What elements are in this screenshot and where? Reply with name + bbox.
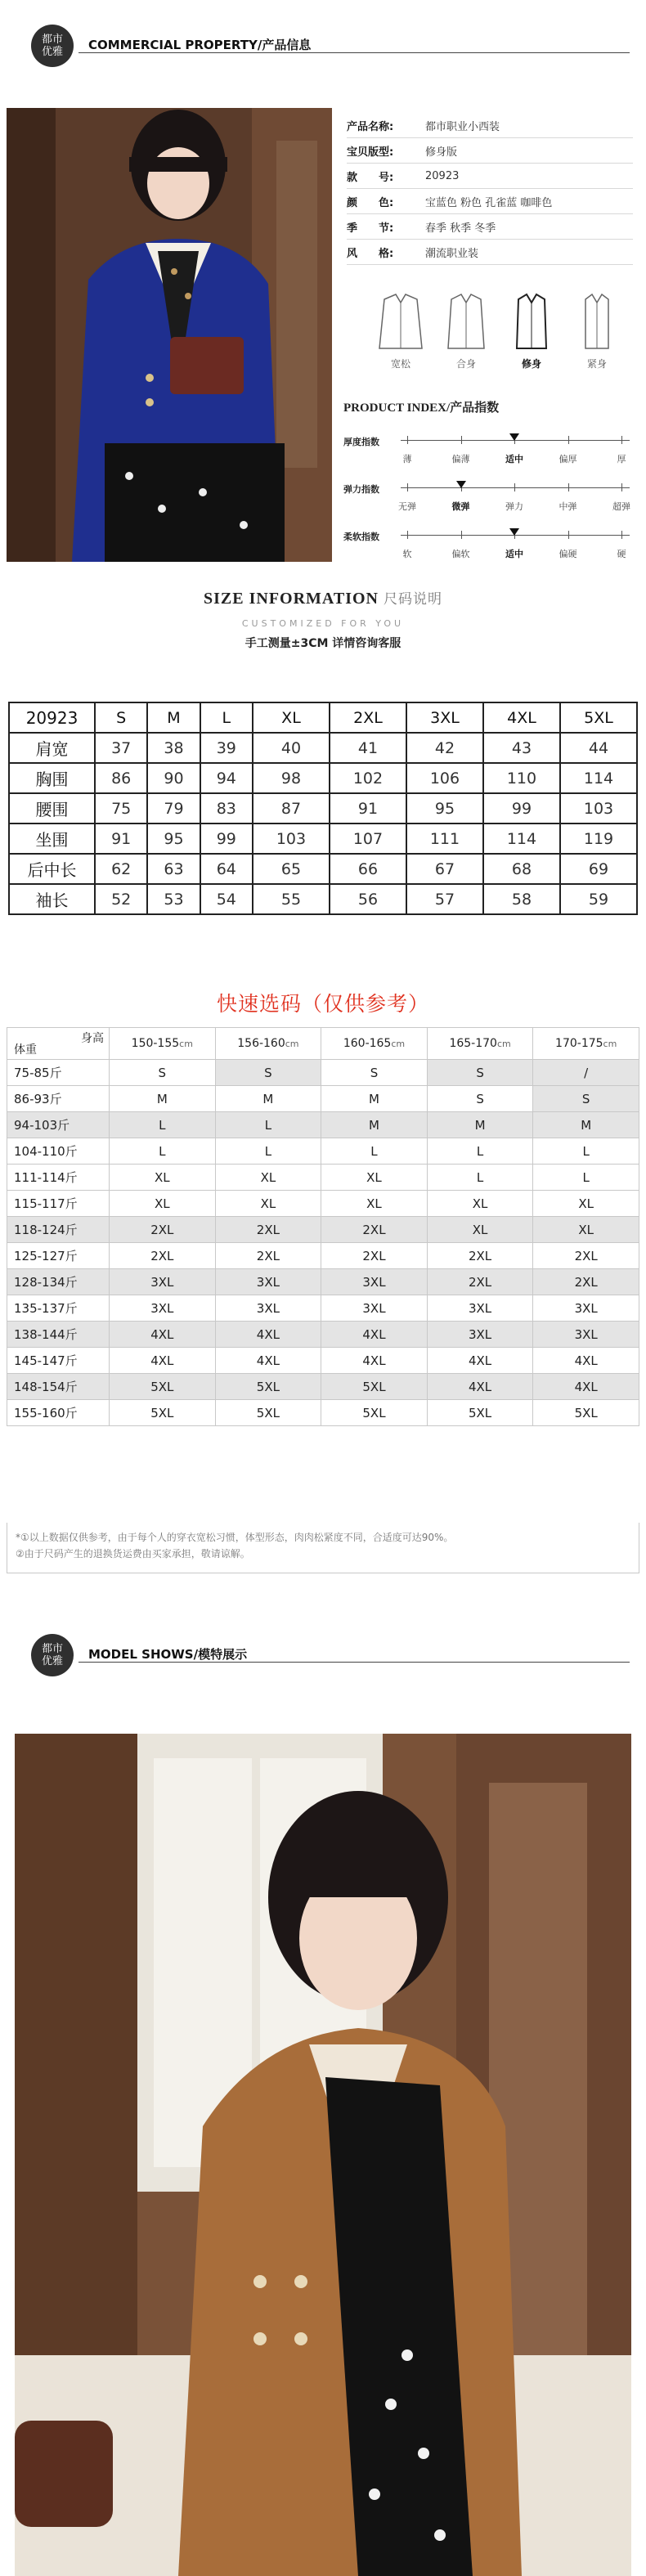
- scale-label: 硬: [617, 549, 626, 559]
- scale-label: 薄: [402, 454, 412, 464]
- table-row: [7, 1269, 639, 1295]
- scale-marker-icon: [456, 481, 466, 488]
- scale-tick: [514, 483, 515, 491]
- size-cell: XL: [533, 1191, 639, 1217]
- size-cell: 4XL: [215, 1322, 321, 1348]
- table-row: [7, 1086, 639, 1112]
- size-cell: 2XL: [110, 1243, 216, 1269]
- table-row: [7, 1295, 639, 1322]
- weight-cell: 118-124斤: [7, 1217, 110, 1243]
- scale-label: 中弹: [559, 501, 577, 512]
- quick-select-notes: *①以上数据仅供参考，由于每个人的穿衣宽松习惯，体型形态，肉肉松紧度不同，合适度可达90%。 ②由于尺码产生的退换货运费由买家承担，敬请谅解。: [7, 1523, 639, 1573]
- table-row: [7, 1138, 639, 1165]
- weight-cell: 138-144斤: [7, 1322, 110, 1348]
- size-cell: S: [427, 1060, 533, 1086]
- size-cell: L: [110, 1112, 216, 1138]
- property-row: 款 号: 20923: [347, 164, 633, 189]
- divider: [79, 52, 630, 53]
- property-row: 颜 色: 宝蓝色 粉色 孔雀蓝 咖啡色: [347, 189, 633, 214]
- size-table: [8, 702, 638, 915]
- size-cell: 2XL: [215, 1217, 321, 1243]
- size-cell: L: [533, 1165, 639, 1191]
- table-row: 胸围 86 90 94 98 102 106 110 114: [9, 763, 637, 793]
- size-cell: 3XL: [110, 1269, 216, 1295]
- brand-badge: 都市优雅: [31, 25, 74, 67]
- size-cell: 5XL: [427, 1400, 533, 1426]
- size-cell: 2XL: [215, 1243, 321, 1269]
- section-title: MODEL SHOWS/模特展示: [88, 1647, 248, 1662]
- fit-options: [376, 291, 621, 381]
- size-cell: M: [533, 1112, 639, 1138]
- size-cell: L: [427, 1138, 533, 1165]
- size-cell: L: [321, 1138, 428, 1165]
- size-cell: XL: [215, 1165, 321, 1191]
- weight-cell: 111-114斤: [7, 1165, 110, 1191]
- softness-scale: 柔软指数 软 偏软 适中 偏硬 硬: [343, 527, 630, 564]
- size-cell: 4XL: [533, 1348, 639, 1374]
- quick-select-title: 快速选码（仅供参考）: [216, 992, 429, 1016]
- jacket-icon: [378, 291, 424, 352]
- scale-label: 厚: [617, 454, 626, 464]
- size-cell: 4XL: [215, 1348, 321, 1374]
- size-cell: 5XL: [321, 1400, 428, 1426]
- size-cell: S: [215, 1060, 321, 1086]
- size-cell: L: [215, 1112, 321, 1138]
- size-cell: XL: [533, 1217, 639, 1243]
- size-cell: 2XL: [110, 1217, 216, 1243]
- table-row: [7, 1400, 639, 1426]
- size-information-title: SIZE INFORMATION 尺码说明: [204, 590, 442, 608]
- size-cell: 2XL: [427, 1269, 533, 1295]
- scale-tick: [621, 531, 622, 539]
- size-cell: 3XL: [533, 1322, 639, 1348]
- size-cell: S: [427, 1086, 533, 1112]
- scale-tick: [461, 531, 462, 539]
- weight-cell: 104-110斤: [7, 1138, 110, 1165]
- size-cell: 3XL: [427, 1322, 533, 1348]
- size-cell: 3XL: [533, 1295, 639, 1322]
- product-index-title: PRODUCT INDEX/产品指数: [343, 402, 500, 415]
- table-header-row: 20923 S M L XL 2XL 3XL 4XL 5XL: [9, 702, 637, 733]
- weight-cell: 145-147斤: [7, 1348, 110, 1374]
- scale-tick: [568, 483, 569, 491]
- weight-cell: 115-117斤: [7, 1191, 110, 1217]
- size-cell: XL: [427, 1191, 533, 1217]
- size-information-subtitle: CUSTOMIZED FOR YOU: [241, 618, 405, 629]
- size-cell: XL: [215, 1191, 321, 1217]
- size-cell: XL: [110, 1165, 216, 1191]
- size-cell: L: [110, 1138, 216, 1165]
- size-cell: 2XL: [533, 1243, 639, 1269]
- elasticity-scale: 弹力指数 无弹 微弹 弹力 中弹 超弹: [343, 479, 630, 517]
- scale-tick: [407, 483, 408, 491]
- scale-marker-icon: [509, 528, 519, 536]
- fit-tight: 紧身: [572, 291, 621, 370]
- size-cell: M: [321, 1086, 428, 1112]
- table-row: 袖长 52 53 54 55 56 57 58 59: [9, 884, 637, 914]
- size-cell: 3XL: [215, 1295, 321, 1322]
- size-cell: M: [215, 1086, 321, 1112]
- jacket-icon: [443, 291, 489, 352]
- scale-tick: [568, 436, 569, 444]
- product-photo-blue-jacket: [7, 108, 332, 562]
- size-cell: /: [533, 1060, 639, 1086]
- scale-tick: [407, 531, 408, 539]
- table-row: [7, 1060, 639, 1086]
- jacket-icon: [574, 291, 620, 352]
- size-cell: 3XL: [321, 1295, 428, 1322]
- size-cell: 4XL: [110, 1348, 216, 1374]
- size-cell: L: [533, 1138, 639, 1165]
- property-list: [347, 113, 633, 265]
- size-cell: S: [533, 1086, 639, 1112]
- table-row: 后中长 62 63 64 65 66 67 68 69: [9, 854, 637, 884]
- table-row: 腰围 75 79 83 87 91 95 99 103: [9, 793, 637, 824]
- size-cell: 2XL: [427, 1243, 533, 1269]
- section-title: COMMERCIAL PROPERTY/产品信息: [88, 38, 312, 52]
- property-row: 产品名称: 都市职业小西装: [347, 113, 633, 138]
- table-row: [7, 1112, 639, 1138]
- size-cell: 4XL: [427, 1374, 533, 1400]
- size-cell: 3XL: [110, 1295, 216, 1322]
- table-row: [7, 1348, 639, 1374]
- weight-cell: 75-85斤: [7, 1060, 110, 1086]
- scale-label: 偏软: [451, 549, 470, 559]
- model-shows-header: [25, 1634, 630, 1680]
- scale-tick: [407, 436, 408, 444]
- thickness-scale: 厚度指数 薄 偏薄 适中 偏厚 厚: [343, 432, 630, 469]
- fit-regular: 合身: [442, 291, 491, 370]
- size-cell: L: [427, 1165, 533, 1191]
- size-cell: 5XL: [110, 1400, 216, 1426]
- scale-label: 适中: [505, 549, 523, 559]
- table-header-row: 身高 体重 150-155cm 156-160cm 160-165cm 165-170cm 170-175cm: [7, 1028, 639, 1060]
- property-row: 风 格: 潮流职业装: [347, 240, 633, 265]
- property-row: 季 节: 春季 秋季 冬季: [347, 214, 633, 240]
- scale-tick: [461, 436, 462, 444]
- size-cell: 4XL: [533, 1374, 639, 1400]
- size-cell: 4XL: [321, 1348, 428, 1374]
- divider: [79, 1662, 630, 1663]
- table-row: 坐围 91 95 99 103 107 111 114 119: [9, 824, 637, 854]
- scale-label: 微弹: [451, 501, 470, 512]
- size-cell: XL: [321, 1165, 428, 1191]
- weight-cell: 86-93斤: [7, 1086, 110, 1112]
- scale-tick: [621, 436, 622, 444]
- size-cell: S: [110, 1060, 216, 1086]
- size-cell: 5XL: [110, 1374, 216, 1400]
- size-cell: M: [321, 1112, 428, 1138]
- table-row: [7, 1322, 639, 1348]
- scale-label: 偏厚: [559, 454, 577, 464]
- size-cell: 3XL: [427, 1295, 533, 1322]
- weight-cell: 155-160斤: [7, 1400, 110, 1426]
- table-row: [7, 1165, 639, 1191]
- size-cell: 5XL: [533, 1400, 639, 1426]
- size-cell: M: [110, 1086, 216, 1112]
- size-cell: 3XL: [321, 1269, 428, 1295]
- table-row: [7, 1191, 639, 1217]
- size-cell: 2XL: [321, 1243, 428, 1269]
- weight-cell: 125-127斤: [7, 1243, 110, 1269]
- table-row: [7, 1243, 639, 1269]
- size-cell: 3XL: [215, 1269, 321, 1295]
- table-row: 肩宽 37 38 39 40 41 42 43 44: [9, 733, 637, 763]
- weight-cell: 128-134斤: [7, 1269, 110, 1295]
- commercial-property-header: [25, 25, 630, 70]
- scale-label: 超弹: [612, 501, 630, 512]
- scale-label: 适中: [505, 454, 523, 464]
- size-cell: 2XL: [321, 1217, 428, 1243]
- scale-marker-icon: [509, 433, 519, 441]
- quick-select-table: [7, 1027, 639, 1426]
- fit-slim-selected: 修身: [507, 291, 556, 370]
- weight-cell: 94-103斤: [7, 1112, 110, 1138]
- model-photo-camel-jacket: [15, 1734, 631, 2576]
- table-row: [7, 1374, 639, 1400]
- scale-label: 偏薄: [451, 454, 470, 464]
- size-cell: 2XL: [533, 1269, 639, 1295]
- scale-label: 弹力: [505, 501, 523, 512]
- table-row: [7, 1217, 639, 1243]
- size-cell: 4XL: [427, 1348, 533, 1374]
- measurement-note: 手工测量±3CM 详情咨询客服: [244, 637, 402, 650]
- scale-tick: [621, 483, 622, 491]
- size-cell: 4XL: [321, 1322, 428, 1348]
- jacket-icon: [509, 291, 554, 352]
- size-cell: M: [427, 1112, 533, 1138]
- size-cell: S: [321, 1060, 428, 1086]
- size-cell: 5XL: [215, 1374, 321, 1400]
- scale-label: 软: [402, 549, 412, 559]
- size-cell: 4XL: [110, 1322, 216, 1348]
- scale-tick: [568, 531, 569, 539]
- size-cell: XL: [427, 1217, 533, 1243]
- scale-label: 偏硬: [559, 549, 577, 559]
- size-cell: XL: [321, 1191, 428, 1217]
- size-cell: L: [215, 1138, 321, 1165]
- size-cell: XL: [110, 1191, 216, 1217]
- weight-cell: 148-154斤: [7, 1374, 110, 1400]
- property-row: 宝贝版型: 修身版: [347, 138, 633, 164]
- size-cell: 5XL: [215, 1400, 321, 1426]
- size-cell: 5XL: [321, 1374, 428, 1400]
- weight-cell: 135-137斤: [7, 1295, 110, 1322]
- fit-loose: 宽松: [376, 291, 425, 370]
- brand-badge: 都市优雅: [31, 1634, 74, 1676]
- scale-label: 无弹: [398, 501, 416, 512]
